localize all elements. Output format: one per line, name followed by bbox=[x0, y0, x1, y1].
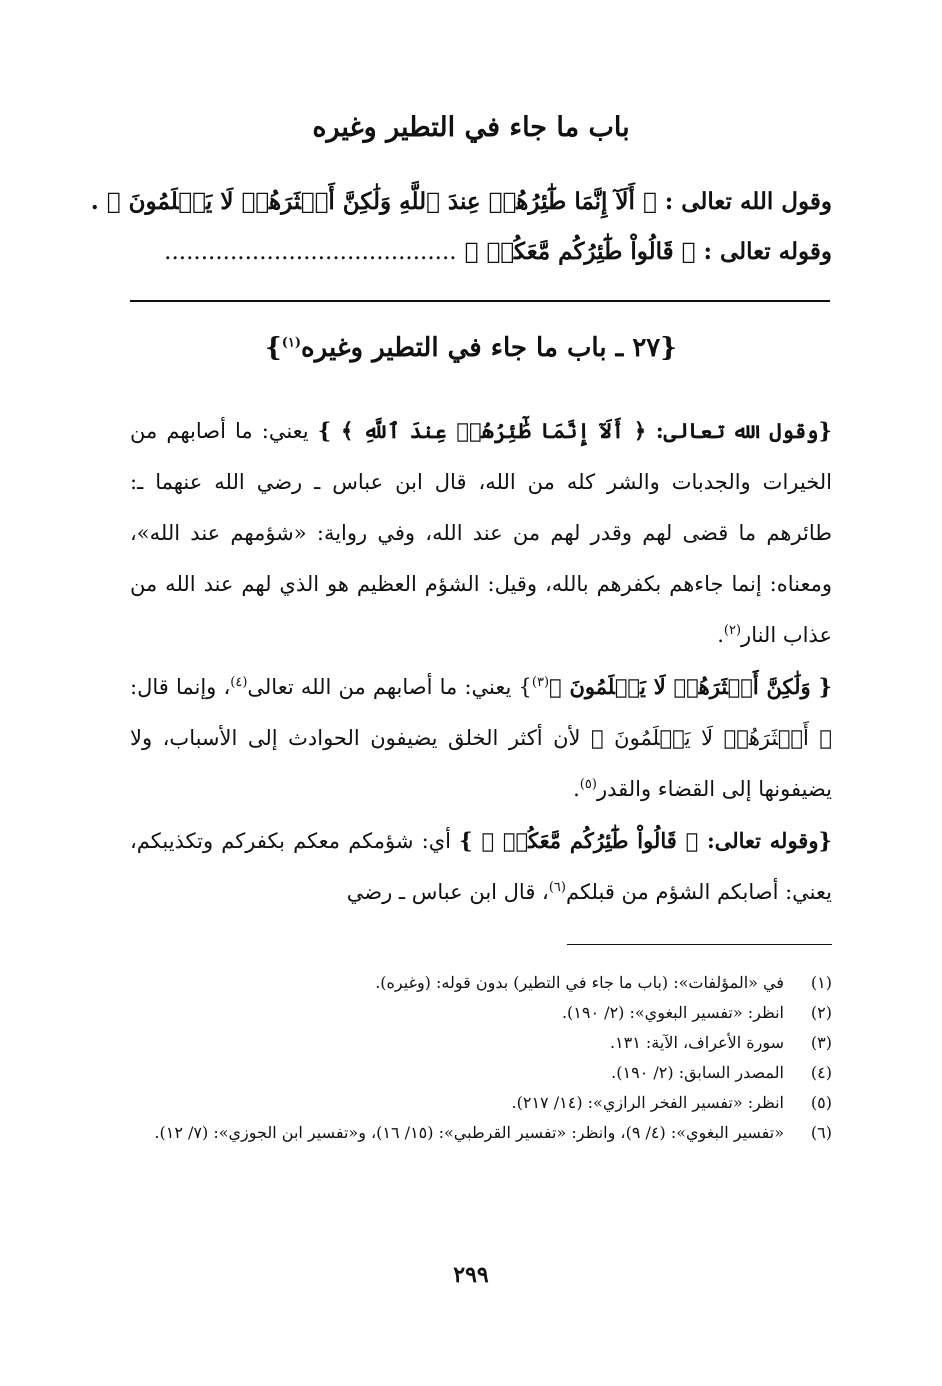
footnote bbox=[130, 1058, 832, 1088]
footnote-text: المصدر السابق: (٢/ ١٩٠). bbox=[611, 1063, 784, 1082]
chapter-title: باب ما جاء في التطير وغيره bbox=[312, 112, 630, 143]
paragraph-2-end: . bbox=[573, 777, 580, 801]
paragraph-1 bbox=[130, 405, 832, 661]
header-divider bbox=[130, 300, 830, 302]
footnote bbox=[130, 1088, 832, 1118]
section-title-footnote-ref: (١) bbox=[281, 335, 302, 351]
paragraph-3-text-1: أي: شؤمكم معكم بكفركم وتكذيبكم، يعني: أصابكم الشؤم من قبلكم bbox=[130, 829, 832, 904]
verse-text-1: وقول الله تعالى : ﴿ أَلَآ إِنَّمَا طَٰٓئِرُهُمۡ عِندَ ٱللَّهِ وَلَٰكِنَّ أَكۡثَرَهُمۡ لَا يَعۡلَمُونَ ﴾ . bbox=[90, 188, 832, 215]
footnote-ref-4: (٤) bbox=[230, 675, 248, 690]
footnote-number: (٢) bbox=[810, 1003, 832, 1022]
paragraph-1-text: يعني: ما أصابهم من الخيرات والجدبات والشر كله من الله، قال ابن عباس ـ رضي الله عنهما ـ: طائرهم ما قضى لهم وقدر لهم من عند الله، وفي رواية: «شؤمهم عند الله»، ومعناه: إنما جاءهم بكفرهم بالله، وقيل: الشؤم العظيم هو الذي لهم عند الله من عذاب النار bbox=[130, 419, 832, 647]
section-title-text: {٢٧ ـ باب ما جاء في التطير وغيره bbox=[301, 333, 677, 363]
verse-text-2: وقوله تعالى : ﴿ قَالُواْ طَٰٓئِرُكُم مَّعَكُمۡ ﴾ bbox=[464, 238, 832, 265]
paragraph-3-text-2: ، قال ابن عباس ـ رضي bbox=[346, 880, 549, 904]
verse-line-2 bbox=[130, 238, 832, 265]
paragraph-3-lead: {وقوله تعالى: ﴿ قَالُواْ طَٰٓئِرُكُم مَّعَكُمۡ ﴾ } bbox=[459, 828, 832, 853]
footnote-number: (٣) bbox=[810, 1033, 832, 1052]
paragraph-3 bbox=[130, 815, 832, 918]
footnote-text: «تفسير البغوي»: (٤/ ٩)، وانظر: «تفسير القرطبي»: (١٥/ ١٦)، و«تفسير ابن الجوزي»: (٧/ ١٢). bbox=[154, 1123, 784, 1142]
footnote-text: انظر: «تفسير البغوي»: (٢/ ١٩٠). bbox=[561, 1003, 784, 1022]
footnote bbox=[130, 968, 832, 998]
section-title-close: } bbox=[265, 333, 282, 363]
footnote-number: (٦) bbox=[810, 1123, 832, 1142]
commentary-body bbox=[130, 405, 832, 918]
footnote-ref-2: (٢) bbox=[723, 623, 742, 638]
footnote-number: (١) bbox=[810, 973, 832, 992]
verse-line-1 bbox=[90, 188, 832, 215]
footnote-divider bbox=[567, 944, 832, 945]
paragraph-2 bbox=[130, 661, 832, 815]
footnote-ref-5: (٥) bbox=[579, 777, 597, 792]
footnote-text: انظر: «تفسير الفخر الرازي»: (١٤/ ٢١٧). bbox=[511, 1093, 784, 1112]
footnote bbox=[130, 998, 832, 1028]
footnote-number: (٥) bbox=[810, 1093, 832, 1112]
footnote bbox=[130, 1028, 832, 1058]
paragraph-2-text-2: ، وإنما قال: ﴿ أَكۡثَرَهُمۡ لَا يَعۡلَمُونَ ﴾ لأن أكثر الخلق يضيفون الحوادث إلى الأسباب، ولا يضيفونها إلى القضاء والقدر bbox=[130, 675, 832, 801]
footnote bbox=[130, 1118, 832, 1148]
footnote-text: سورة الأعراف، الآية: ١٣١. bbox=[609, 1033, 784, 1052]
footnote-ref-6: (٦) bbox=[548, 880, 566, 895]
verse-dots: ........................................ bbox=[164, 239, 457, 265]
paragraph-2-lead: { وَلَٰكِنَّ أَكۡثَرَهُمۡ لَا يَعۡلَمُونَ ﴾ bbox=[549, 674, 832, 699]
paragraph-1-lead: {وقول الله تعالى: ﴿ أَلَآ إِنَّمَا طَٰٓئِرُهُمۡ عِندَ ٱللَّهِ ﴾ } bbox=[317, 418, 832, 443]
paragraph-1-end: . bbox=[717, 623, 724, 647]
section-title bbox=[0, 333, 942, 363]
footnote-number: (٤) bbox=[810, 1063, 832, 1082]
page-number: ٢٩٩ bbox=[453, 1262, 489, 1288]
footnote-text: في «المؤلفات»: (باب ما جاء في التطير) بدون قوله: (وغيره). bbox=[375, 973, 784, 992]
footnotes bbox=[130, 968, 832, 1148]
paragraph-2-text-1: } يعني: ما أصابهم من الله تعالى bbox=[247, 675, 532, 699]
footnote-ref-3: (٣) bbox=[531, 675, 550, 690]
